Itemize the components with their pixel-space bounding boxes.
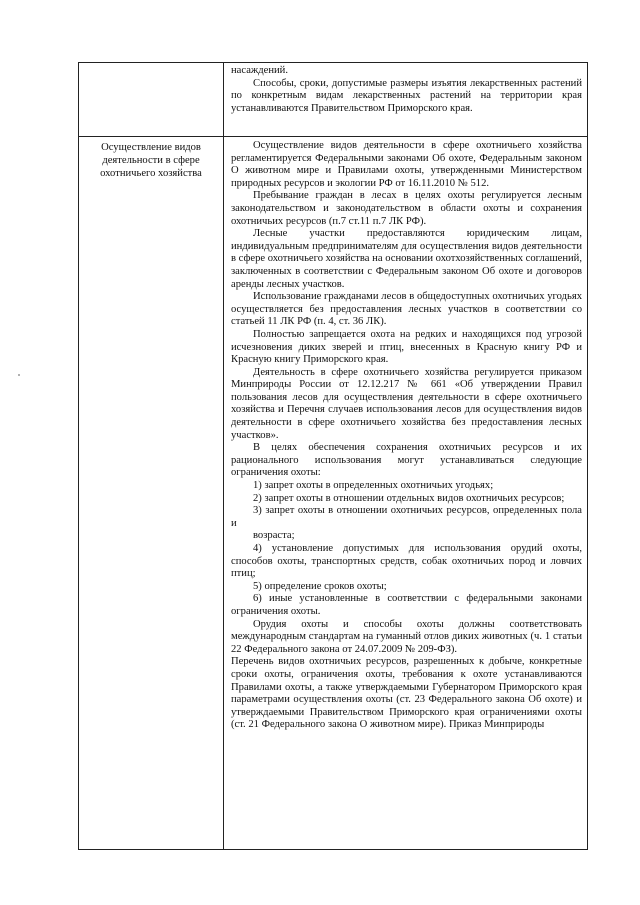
list-item: 1) запрет охоты в определенных охотничьих угодьях; [253,480,494,492]
paragraph: Деятельность в сфере охотничьего хозяйства регулируется приказом Минприроды России от 12.12.217 № 661 «Об утверждении Правил пользования лесов для осуществления деятельности в сфере охотничьего хозяйства и Перечня случаев использования лесов для осуществления видов деятельности в сфере охотничьего хозяйства без предоставления лесных участков». [231,366,582,441]
paragraph: Лесные участки предоставляются юридическим лицам, индивидуальным предпринимателям для осуществления видов деятельности в сфере охотничьего хозяйства на основании охотхозяйственных соглашений, заключенных в соответствии с Федеральным законом Об охоте и договоров аренды лесных участков. [231,228,582,290]
column-divider [223,63,224,849]
paragraph: Перечень видов охотничьих ресурсов, разрешенных к добыче, конкретные сроки охоты, ограничения охоты, требования к охоте устанавливаются Правилами охоты, а также утверждаемыми Губернатором Приморского края параметрами осуществления охоты (ст. 23 Федерального закона Об охоте) и утверждаемыми Правительством Приморского края ограничениями охоты (ст. 21 Федерального закона О животном мире). Приказ Минприроды [231,656,582,731]
paragraph: В целях обеспечения сохранения охотничьих ресурсов и их рационального использования могут устанавливаться следующие ограничения охоты: [231,442,582,479]
row-divider [79,136,587,137]
margin-dot [18,374,20,376]
top-row-line: насаждений. [231,65,288,76]
paragraph: Пребывание граждан в лесах в целях охоты регулируется лесным законодательством и законодательством в области охоты и сохранения охотничьих ресурсов (п.7 ст.11 п.7 ЛК РФ). [231,190,582,227]
list-item: 2) запрет охоты в отношении отдельных видов охотничьих ресурсов; [253,492,565,504]
document-table [78,62,588,850]
list-item-continuation: возраста; [253,530,295,542]
paragraph: Осуществление видов деятельности в сфере охотничьего хозяйства регламентируется Федеральными законами Об охоте, Федеральным законом О животном мире и Правилами охоты, утвержденными Министерством природных ресурсов и экологии РФ от 16.11.2010 № 512. [231,140,582,189]
paragraph: Использование гражданами лесов в общедоступных охотничьих угодьях осуществляется без предоставления лесных участков в соответствии со статьей 11 ЛК РФ (п. 4, ст. 36 ЛК). [231,291,582,328]
list-item: 6) иные установленные в соответствии с федеральными законами ограничения охоты. [231,593,582,617]
row-content [231,140,582,732]
top-row-text [231,65,582,115]
list-item: 5) определение сроков охоты; [253,580,387,592]
top-row-line: Способы, сроки, допустимые размеры изъятия лекарственных растений по конкретным видам лекарственных растений на территории края устанавливаются Правительством Приморского края. [231,77,582,114]
list-item: 3) запрет охоты в отношении охотничьих ресурсов, определенных пола и [231,505,582,529]
list-item: 4) установление допустимых для использования орудий охоты, способов охоты, транспортных средств, собак охотничьих пород и ловчих птиц; [231,543,582,580]
paragraph: Полностью запрещается охота на редких и находящихся под угрозой исчезновения диких зверей и птиц, внесенных в Красную книгу РФ и Красную книгу Приморского края. [231,328,582,366]
row-heading: Осуществление видов деятельности в сфере охотничьего хозяйства [100,142,202,179]
paragraph: Орудия охоты и способы охоты должны соответствовать международным стандартам на гуманный отлов диких животных (ч. 1 статьи 22 Федерального закона от 24.07.2009 № 209-ФЗ). [231,618,582,655]
